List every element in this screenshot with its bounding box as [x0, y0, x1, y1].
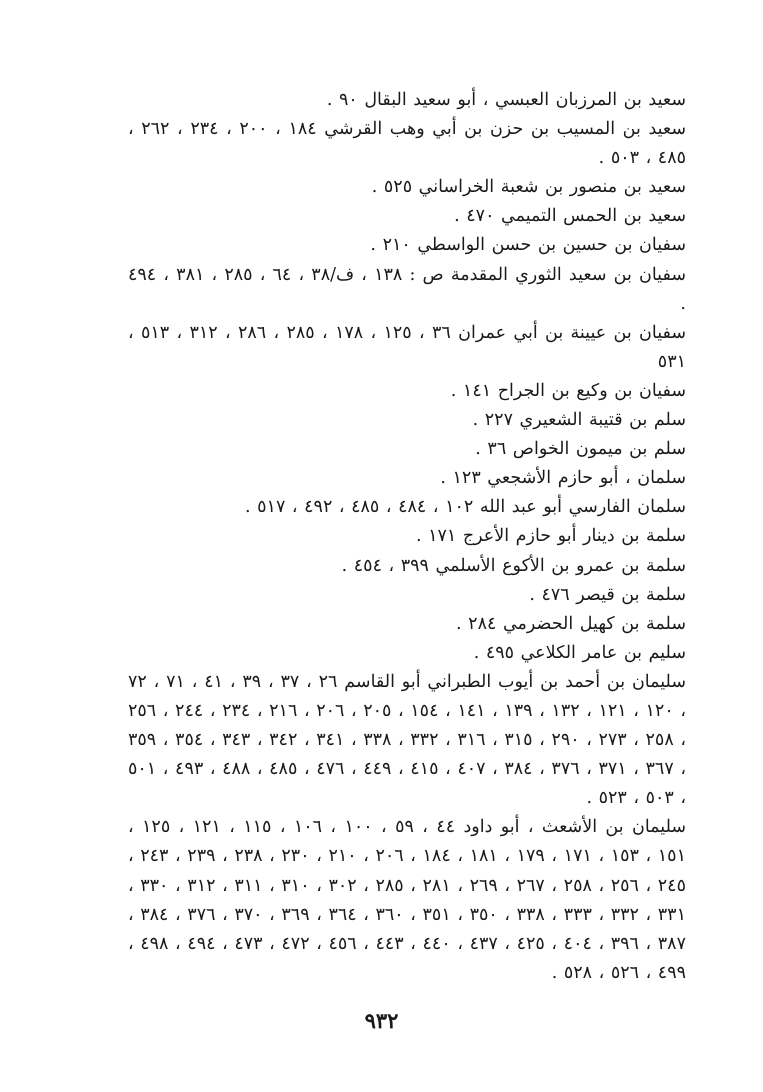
- index-entry: سليمان بن أحمد بن أيوب الطبراني أبو القاسم ٢٦ ، ٣٧ ، ٣٩ ، ٤١ ، ٧١ ، ٧٢ ، ١٢٠ ، ١٢١ ، ١٣٢ ، ١٣٩ ، ١٤١ ، ١٥٤ ، ٢٠٥ ، ٢٠٦ ، ٢١٦ ، ٢٣٤ ، ٢٤٤ ، ٢٥٦ ، ٢٥٨ ، ٢٧٣ ، ٢٩٠ ، ٣١٥ ، ٣١٦ ، ٣٣٢ ، ٣٣٨ ، ٣٤١ ، ٣٤٢ ، ٣٤٣ ، ٣٥٤ ، ٣٥٩ ، ٣٦٧ ، ٣٧١ ، ٣٧٦ ، ٣٨٤ ، ٤٠٧ ، ٤١٥ ، ٤٤٩ ، ٤٧٦ ، ٤٨٥ ، ٤٨٨ ، ٤٩٣ ، ٥٠١ ، ٥٠٣ ، ٥٢٣ .: [128, 671, 686, 809]
- index-entry: سلمة بن دينار أبو حازم الأعرج ١٧١ .: [415, 526, 686, 547]
- index-entry: سلم بن ميمون الخواص ٣٦ .: [475, 439, 686, 460]
- index-entries: [128, 86, 686, 988]
- index-entry: سلمان ، أبو حازم الأشجعي ١٢٣ .: [440, 468, 686, 489]
- index-entry: سفيان بن حسين بن حسن الواسطي ٢١٠ .: [370, 235, 686, 256]
- index-entry: سعيد بن المسيب بن حزن بن أبي وهب القرشي ١٨٤ ، ٢٠٠ ، ٢٣٤ ، ٢٦٢ ، ٤٨٥ ، ٥٠٣ .: [128, 119, 687, 169]
- index-entry: سلمة بن عمرو بن الأكوع الأسلمي ٣٩٩ ، ٤٥٤ .: [341, 555, 686, 576]
- index-entry: سليمان بن الأشعث ، أبو داود ٤٤ ، ٥٩ ، ١٠٠ ، ١٠٦ ، ١١٥ ، ١٢١ ، ١٢٥ ، ١٥١ ، ١٥٣ ، ١٧١ ، ١٧٩ ، ١٨١ ، ١٨٤ ، ٢٠٦ ، ٢١٠ ، ٢٣٠ ، ٢٣٨ ، ٢٣٩ ، ٢٤٣ ، ٢٤٥ ، ٢٥٦ ، ٢٥٨ ، ٢٦٧ ، ٢٦٩ ، ٢٨١ ، ٢٨٥ ، ٣٠٢ ، ٣١٠ ، ٣١١ ، ٣١٢ ، ٣٣٠ ، ٣٣١ ، ٣٣٢ ، ٣٣٣ ، ٣٣٨ ، ٣٥٠ ، ٣٥١ ، ٣٦٠ ، ٣٦٤ ، ٣٦٩ ، ٣٧٠ ، ٣٧٦ ، ٣٨٤ ، ٣٨٧ ، ٣٩٦ ، ٤٠٤ ، ٤٢٥ ، ٤٣٧ ، ٤٤٠ ، ٤٤٣ ، ٤٥٦ ، ٤٧٢ ، ٤٧٣ ، ٤٩٤ ، ٤٩٨ ، ٤٩٩ ، ٥٢٦ ، ٥٢٨ .: [128, 817, 687, 983]
- index-entry: سعيد بن المرزبان العبسي ، أبو سعيد البقال ٩٠ .: [326, 90, 686, 110]
- index-entry: سلمة بن قيصر ٤٧٦ .: [529, 584, 686, 605]
- index-entry: سفيان بن عيينة بن أبي عمران ٣٦ ، ١٢٥ ، ١٧٨ ، ٢٨٥ ، ٢٨٦ ، ٣١٢ ، ٥١٣ ، ٥٣١: [128, 322, 687, 372]
- index-entry: سعيد بن منصور بن شعبة الخراساني ٥٢٥ .: [371, 177, 686, 198]
- index-entry: سلمة بن كهيل الحضرمي ٢٨٤ .: [456, 613, 686, 634]
- index-entry: سفيان بن وكيع بن الجراح ١٤١ .: [450, 380, 686, 401]
- index-entry: سعيد بن الحمس التميمي ٤٧٠ .: [454, 206, 686, 227]
- index-entry: سلمان الفارسي أبو عبد الله ١٠٢ ، ٤٨٤ ، ٤٨٥ ، ٤٩٢ ، ٥١٧ .: [245, 497, 686, 518]
- page-number: ٩٣٢: [364, 1008, 399, 1033]
- index-entry: سلم بن قتيبة الشعيري ٢٢٧ .: [472, 410, 686, 431]
- index-entry: سفيان بن سعيد الثوري المقدمة ص : ١٣٨ ، ف/٣٨ ، ٦٤ ، ٢٨٥ ، ٣٨١ ، ٤٩٤ .: [128, 264, 686, 314]
- index-entry: سليم بن عامر الكلاعي ٤٩٥ .: [473, 642, 686, 663]
